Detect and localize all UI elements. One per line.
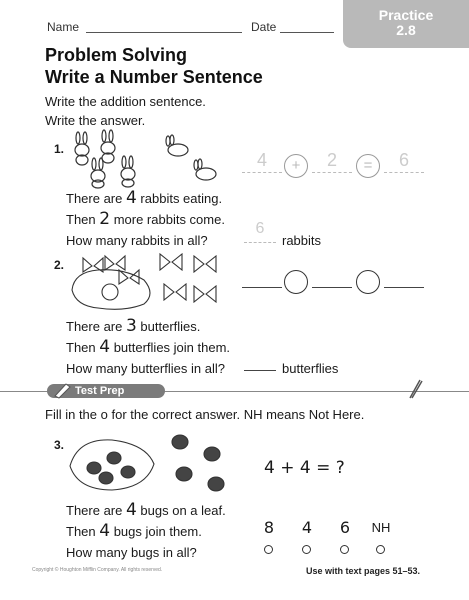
story-line: How many bugs in all? — [66, 545, 197, 560]
traced-sum: 6 — [398, 150, 409, 170]
ladybug-icon — [172, 435, 188, 449]
answer-1-blank[interactable] — [244, 242, 276, 243]
flower-icon — [72, 270, 150, 310]
name-field[interactable] — [86, 32, 242, 33]
ladybug-icon — [107, 452, 121, 464]
story-line: There are 4 bugs on a leaf. — [66, 500, 226, 520]
traced-addend-1: 4 — [256, 150, 267, 170]
addend-1-blank[interactable] — [242, 172, 282, 173]
answer-option-label: 4 — [301, 518, 313, 537]
rabbit-icon — [121, 156, 135, 187]
butterfly-icon — [119, 270, 139, 284]
instruction-line-1: Write the addition sentence. — [45, 94, 206, 109]
addend-2-blank[interactable] — [312, 172, 352, 173]
title-line-1: Problem Solving — [45, 45, 188, 65]
traced-equals: = — [363, 157, 373, 174]
traced-addend-2: 2 — [326, 150, 337, 170]
rabbits-illustration — [66, 128, 226, 190]
page-reference: Use with text pages 51–53. — [306, 566, 421, 576]
equals-circle[interactable] — [356, 270, 380, 294]
problem-2-number: 2. — [54, 258, 65, 272]
story-line: There are 4 rabbits eating. — [66, 188, 223, 208]
answer-bubble[interactable] — [340, 545, 349, 554]
leaf-icon — [70, 440, 154, 490]
butterfly-icon — [194, 286, 216, 302]
practice-label: Practice — [378, 7, 434, 23]
answer-1-unit: rabbits — [282, 233, 322, 248]
rabbit-icon — [75, 132, 89, 165]
problem-2-story — [66, 316, 230, 379]
practice-tab — [343, 0, 469, 48]
answer-bubble[interactable] — [302, 545, 311, 554]
story-line: Then 2 more rabbits come. — [66, 209, 225, 229]
copyright: Copyright © Houghton Mifflin Company. All rights reserved. — [32, 567, 163, 573]
date-field[interactable] — [280, 32, 334, 33]
traced-plus: + — [291, 157, 301, 174]
problem-1-number: 1. — [54, 142, 65, 156]
practice-number: 2.8 — [396, 22, 416, 38]
answer-bubble[interactable] — [264, 545, 273, 554]
answer-bubble[interactable] — [376, 545, 385, 554]
ladybug-icon — [204, 447, 220, 461]
problem-3-number: 3. — [54, 438, 65, 452]
butterflies-illustration — [64, 250, 234, 314]
butterfly-icon — [164, 284, 186, 300]
problem-3-equation: 4 + 4 = ? — [264, 458, 345, 478]
operator-circle[interactable] — [284, 270, 308, 294]
answer-2-blank[interactable] — [244, 370, 276, 371]
ladybug-icon — [87, 462, 101, 474]
ladybug-icon — [121, 466, 135, 478]
date-label: Date — [251, 20, 277, 34]
ladybug-icon — [176, 467, 192, 481]
butterfly-icon — [160, 254, 182, 270]
instruction-line-2: Write the answer. — [45, 113, 146, 128]
story-line: How many butterflies in all? — [66, 361, 225, 376]
sum-blank[interactable] — [384, 172, 424, 173]
addend-2-blank[interactable] — [312, 287, 352, 288]
problem-1-story — [66, 188, 225, 251]
rabbit-icon — [194, 159, 216, 180]
name-label: Name — [47, 20, 80, 34]
rabbit-icon — [101, 130, 115, 163]
ladybug-icon — [99, 472, 113, 484]
rabbit-icon — [91, 158, 105, 188]
test-prep-instruction: Fill in the o for the correct answer. NH means Not Here. — [45, 407, 365, 422]
answer-2-unit: butterflies — [282, 361, 339, 376]
ladybug-icon — [208, 477, 224, 491]
pencil-icon — [406, 378, 424, 400]
answer-option-label: 8 — [263, 518, 275, 537]
traced-answer-1: 6 — [255, 220, 265, 237]
answer-option-label: NH — [371, 520, 391, 535]
answer-option-label: 6 — [339, 518, 351, 537]
butterfly-icon — [105, 256, 125, 270]
page-title — [45, 44, 263, 88]
ladybugs-illustration — [64, 428, 244, 496]
instructions — [45, 92, 206, 130]
test-prep-label: Test Prep — [47, 384, 165, 398]
addend-1-blank[interactable] — [242, 287, 282, 288]
rabbit-icon — [166, 135, 188, 156]
problem-3-story — [66, 500, 226, 563]
sum-blank[interactable] — [384, 287, 424, 288]
story-line: Then 4 butterflies join them. — [66, 337, 231, 357]
story-line: There are 3 butterflies. — [66, 316, 201, 336]
story-line: How many rabbits in all? — [66, 233, 208, 248]
butterfly-icon — [83, 258, 103, 272]
butterfly-icon — [194, 256, 216, 272]
story-line: Then 4 bugs join them. — [66, 521, 202, 541]
pencil-icon — [52, 381, 72, 399]
title-line-2: Write a Number Sentence — [45, 67, 263, 87]
